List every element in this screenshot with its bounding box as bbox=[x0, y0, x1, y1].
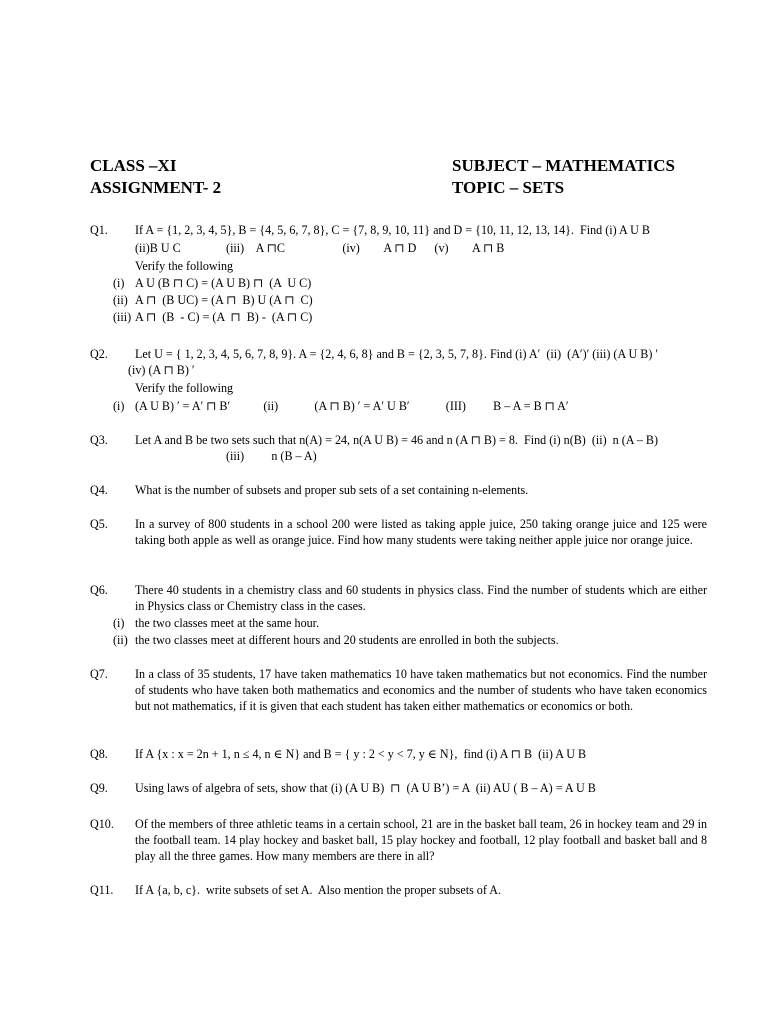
sub-item-number: (ii) bbox=[113, 633, 128, 647]
question-number: Q4. bbox=[90, 483, 108, 497]
question-number: Q2. bbox=[90, 347, 108, 361]
question-text: If A = {1, 2, 3, 4, 5}, B = {4, 5, 6, 7, 8}, C = {7, 8, 9, 10, 11} and D = {10, 11, 12, 13, 14}. Find (i) A U B bbox=[135, 223, 650, 237]
sub-item-number: (iii) bbox=[113, 310, 132, 324]
topic-heading: TOPIC – SETS bbox=[452, 178, 565, 197]
question-number: Q9. bbox=[90, 781, 108, 795]
assignment-heading: ASSIGNMENT- 2 bbox=[90, 178, 222, 197]
sub-item-number: (i) bbox=[113, 399, 125, 413]
sub-item-text: A U (B ⊓ C) = (A U B) ⊓ (A U C) bbox=[135, 276, 312, 290]
question-text: If A {a, b, c}. write subsets of set A. Also mention the proper subsets of A. bbox=[135, 883, 501, 897]
subject-heading: SUBJECT – MATHEMATICS bbox=[452, 156, 675, 175]
sub-item-text: the two classes meet at the same hour. bbox=[135, 616, 320, 630]
question-number: Q11. bbox=[90, 883, 114, 897]
question-text: Let U = { 1, 2, 3, 4, 5, 6, 7, 8, 9}. A = {2, 4, 6, 8} and B = {2, 3, 5, 7, 8}. Find (i) A′ (ii) (A′)′ (iii) (A U B) ′ bbox=[135, 347, 659, 361]
verify-label: Verify the following bbox=[135, 381, 234, 395]
sub-item-text: A ⊓ (B - C) = (A ⊓ B) - (A ⊓ C) bbox=[135, 310, 313, 324]
question-text: In a class of 35 students, 17 have taken mathematics 10 have taken mathematics but not economics. Find the number of students who have taken both mathematics and economics and the number of students who have taken economics but not mathematics, if it is given that each student has taken either mathematics or economics or both. bbox=[135, 667, 707, 713]
sub-item-number: (ii) bbox=[113, 293, 128, 307]
question-number: Q5. bbox=[90, 517, 108, 531]
question-number: Q3. bbox=[90, 433, 108, 447]
sub-item-number: (i) bbox=[113, 276, 125, 290]
question-number: Q10. bbox=[90, 817, 114, 831]
sub-item-text: the two classes meet at different hours and 20 students are enrolled in both the subjects. bbox=[135, 633, 559, 647]
question-text: There 40 students in a chemistry class and 60 students in physics class. Find the number of students which are either in Physics class or Chemistry class in the cases. bbox=[135, 583, 707, 613]
verify-label: Verify the following bbox=[135, 259, 234, 273]
question-text-continued: (iv) (A ⊓ B) ′ bbox=[128, 363, 195, 377]
question-text: If A {x : x = 2n + 1, n ≤ 4, n ∈ N} and B = { y : 2 < y < 7, y ∈ N}, find (i) A ⊓ B (ii) A U B bbox=[135, 747, 587, 761]
question-text-continued: (ii)B U C (iii) A ⊓C (iv) A ⊓ D (v) A ⊓ B bbox=[135, 241, 505, 255]
class-heading: CLASS –XI bbox=[90, 156, 177, 175]
question-text: Using laws of algebra of sets, show that (i) (A U B) ⊓ (A U B’) = A (ii) AU ( B – A) = A U B bbox=[135, 781, 596, 795]
sub-item-number: (i) bbox=[113, 616, 125, 630]
sub-item-text: A ⊓ (B UC) = (A ⊓ B) U (A ⊓ C) bbox=[135, 293, 313, 307]
question-text: In a survey of 800 students in a school 200 were listed as taking apple juice, 250 taking orange juice and 125 were taking both apple as well as orange juice. Find how many students were taking neither apple juice nor orange juice. bbox=[135, 517, 707, 547]
question-number: Q1. bbox=[90, 223, 108, 237]
sub-item-text: (A U B) ′ = A′ ⊓ B′ (ii) (A ⊓ B) ′ = A′ U B′ (III) B – A = B ⊓ A′ bbox=[135, 399, 569, 413]
question-number: Q8. bbox=[90, 747, 108, 761]
question-text-continued: (iii) n (B – A) bbox=[226, 449, 317, 463]
question-number: Q7. bbox=[90, 667, 108, 681]
question-number: Q6. bbox=[90, 583, 108, 597]
question-text: What is the number of subsets and proper sub sets of a set containing n-elements. bbox=[135, 483, 529, 497]
question-text: Of the members of three athletic teams in a certain school, 21 are in the basket ball team, 26 in hockey team and 29 in the football team. 14 play hockey and basket ball, 15 play hockey and football, 12 play football and basket ball and 8 play all the three games. How many members are there in all? bbox=[135, 817, 707, 863]
question-text: Let A and B be two sets such that n(A) = 24, n(A U B) = 46 and n (A ⊓ B) = 8. Find (i) n(B) (ii) n (A – B) bbox=[135, 433, 659, 447]
